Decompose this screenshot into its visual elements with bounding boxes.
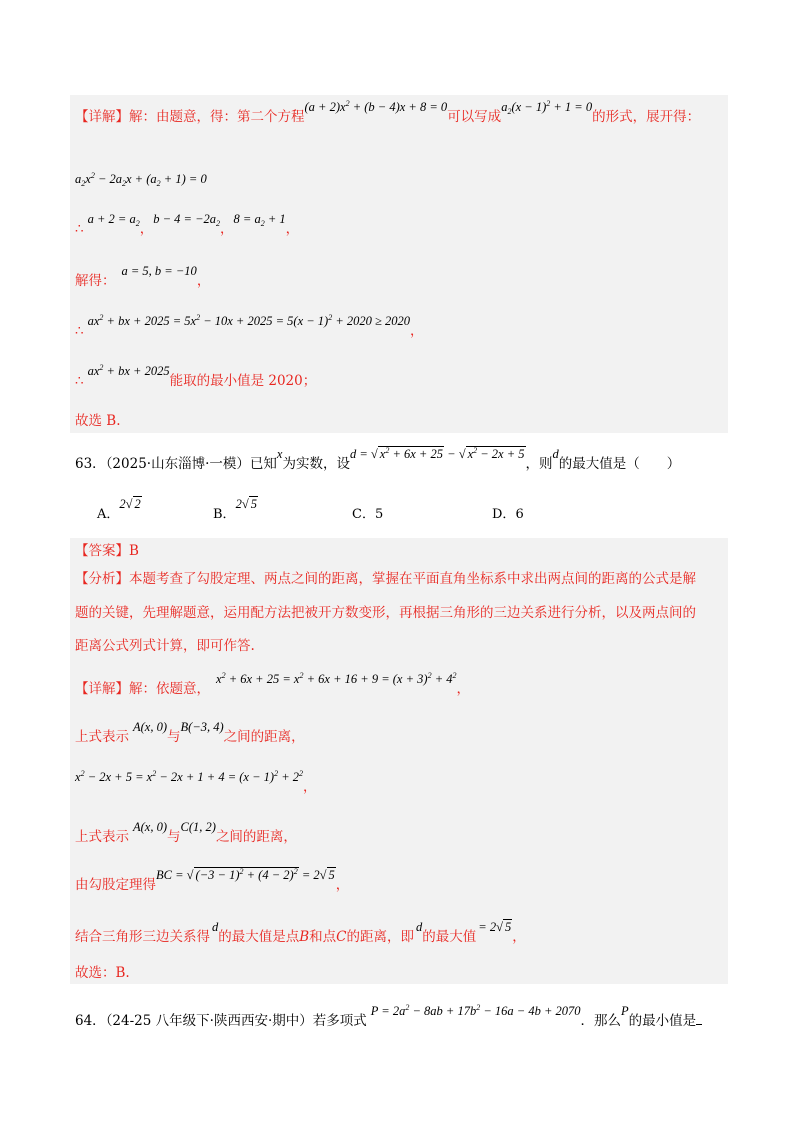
equation-original: $(a + 2)x^2 + (b - 4)x + 8 = 0$	[304, 99, 448, 114]
detail2-line-7	[75, 964, 130, 982]
answer-tag: 【答案】	[75, 543, 129, 559]
final-choice: 故选 B.	[75, 413, 121, 429]
detail-line-2	[75, 170, 207, 188]
detail-line-5: $\therefore ax^2$ + bx + $2025 = 5x^2 - 10x + 2025 = 5(x - 1)^2 + 2020 \ge 2020$，	[75, 313, 424, 339]
bc-distance: BC = √ $(-3 - 1)^2 + (4 - 2)^2 = 2√$ 5	[156, 867, 335, 882]
detail2-line-2: 上式表示A(x, 0)与B(−3, 4)之间的距离，	[75, 720, 305, 745]
detail-tag: 【详解】	[75, 109, 129, 125]
detail-line-6: $\therefore ax^2$ + bx + 2025能取的最小值是 2020；	[75, 363, 317, 389]
question-64: 64．（24-25 八年级下·陕西西安·期中）若多项式$P = 2a^2 - 8ab + 17b^2 - 16a - 4b + 2070$．那么P的最小值是	[75, 1010, 702, 1030]
question-number: 63．	[75, 456, 106, 472]
detail-line-1: 【详解】解：由题意，得：第二个方程$(a + 2)x^2 + (b - 4)x + 8 = 0$可以写成$a_2(x - 1)^2 + 1 = 0$的形式，展开得：	[75, 99, 701, 125]
detail-line-4: 解得：a = 5, b = −10，	[75, 264, 211, 289]
detail2-line-4: 上式表示A(x, 0)与C(1, 2)之间的距离，	[75, 820, 297, 845]
answer-value: B	[129, 543, 139, 559]
analysis-tag: 【分析】	[75, 571, 129, 587]
therefore-symbol: ∴	[75, 221, 84, 237]
solution-values: a = 5, b = −10	[121, 264, 197, 278]
completed-square: $ax^2$ + bx + $2025 = 5x^2 - 10x + 2025 = 5(x - 1)^2 + 2020 \ge 2020$	[87, 313, 411, 328]
point-a: A(x, 0)	[133, 720, 168, 734]
detail2-line-3: $x^2 - 2x + 5 = x^2 - 2x + 1 + 4 = (x - 1)^2 + 2^2$，	[75, 769, 317, 795]
option-d[interactable]: D．6	[492, 507, 524, 522]
expanded-equation: $a_2x^2 - 2a_2x + (a_2 + 1) = 0$	[75, 171, 207, 188]
question-source: （2025·山东淄博·一模）	[105, 456, 250, 472]
detail-line-3: ∴a + $2 = a_2$，$b - 4 = -2a_2$，$8 = a_2 + 1$，	[75, 212, 300, 237]
answer-blank[interactable]	[696, 1010, 702, 1025]
detail2-line-5: 由勾股定理得BC = √ $(-3 - 1)^2 + (4 - 2)^2 = 2√$ 5，	[75, 867, 350, 893]
detail2-line-6: 结合三角形三边关系得d的最大值是点B和点C的距离，即d的最大值= 2√ 5，	[75, 920, 526, 945]
option-a[interactable]: A．2√ 2	[97, 497, 141, 522]
analysis-line-2: 题的关键，先理解题意，运用配方法把被开方数变形，再根据三角形的三边关系进行分析，以及两点间的	[75, 605, 696, 621]
detail2-line-1: 【详解】解：依题意，$x^2 + 6x + 25 = x^2 + 6x + 16 + 9 = (x + 3)^2 + 4^2$，	[75, 671, 471, 697]
point-c: C(1, 2)	[180, 820, 216, 834]
equation-rewritten: $a_2(x - 1)^2 + 1 = 0$	[501, 99, 593, 116]
option-c[interactable]: C．5	[352, 507, 384, 522]
final-choice-63: 故选：B.	[75, 965, 130, 981]
d-definition: d = √ $x^2 + 6x + 25$ − √ $x^2 - 2x + 5$	[349, 446, 525, 461]
answer-line	[75, 542, 139, 560]
analysis-line-3: 距离公式列式计算，即可作答.	[75, 638, 255, 654]
option-b[interactable]: B．2√ 5	[213, 497, 257, 522]
analysis-line-1: 【分析】本题考查了勾股定理、两点之间的距离，掌握在平面直角坐标系中求出两点间的距离的公式是解	[75, 571, 696, 587]
question-number: 64．	[75, 1013, 106, 1029]
point-b: B(−3, 4)	[180, 720, 224, 734]
p-definition: $P = 2a^2 - 8ab + 17b^2 - 16a - 4b + 2070$	[370, 1003, 581, 1018]
question-63: 63．（2025·山东淄博·一模）已知x为实数，设d = √ $x^2 + 6x + 25$ − √ $x^2 - 2x + 5$，则d的最大值是（ ）	[75, 446, 681, 472]
detail-line-7	[75, 412, 121, 430]
question-source: （24-25 八年级下·陕西西安·期中）	[105, 1013, 313, 1029]
